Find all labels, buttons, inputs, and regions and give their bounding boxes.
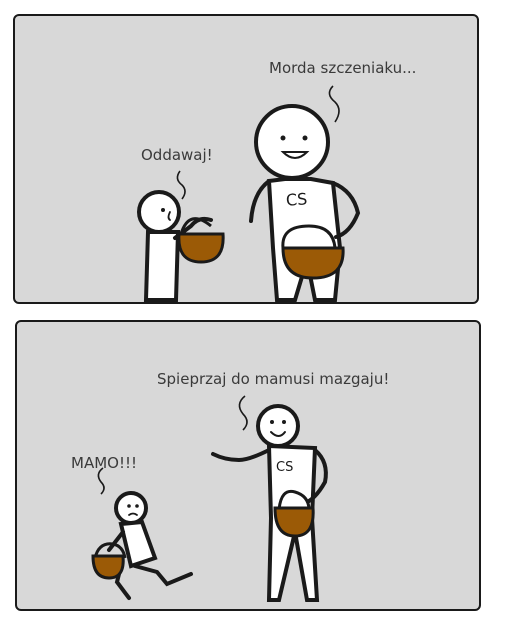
bully-speech: Spieprzaj do mamusi mazgaju!: [157, 370, 390, 388]
bully-basket: [283, 248, 343, 278]
bully-speech: Morda szczeniaku...: [269, 59, 417, 77]
bully-shirt-label: CS: [276, 460, 294, 475]
bully-shirt-label: CS: [285, 189, 308, 210]
bully-speech-tail: [239, 396, 247, 430]
kid-speech: Oddawaj!: [141, 146, 213, 164]
comic-panel-2: [15, 320, 481, 611]
kid-basket: [93, 556, 123, 578]
bully-basket-handle: [283, 226, 335, 248]
bully-basket: [275, 508, 313, 536]
kid-speech: MAMO!!!: [71, 454, 137, 472]
comic-panel-1: [13, 14, 479, 304]
bully-speech-tail: [329, 86, 339, 122]
kid-speech-tail: [177, 171, 185, 199]
contested-basket: [179, 234, 223, 262]
kid-figure: [109, 493, 191, 598]
